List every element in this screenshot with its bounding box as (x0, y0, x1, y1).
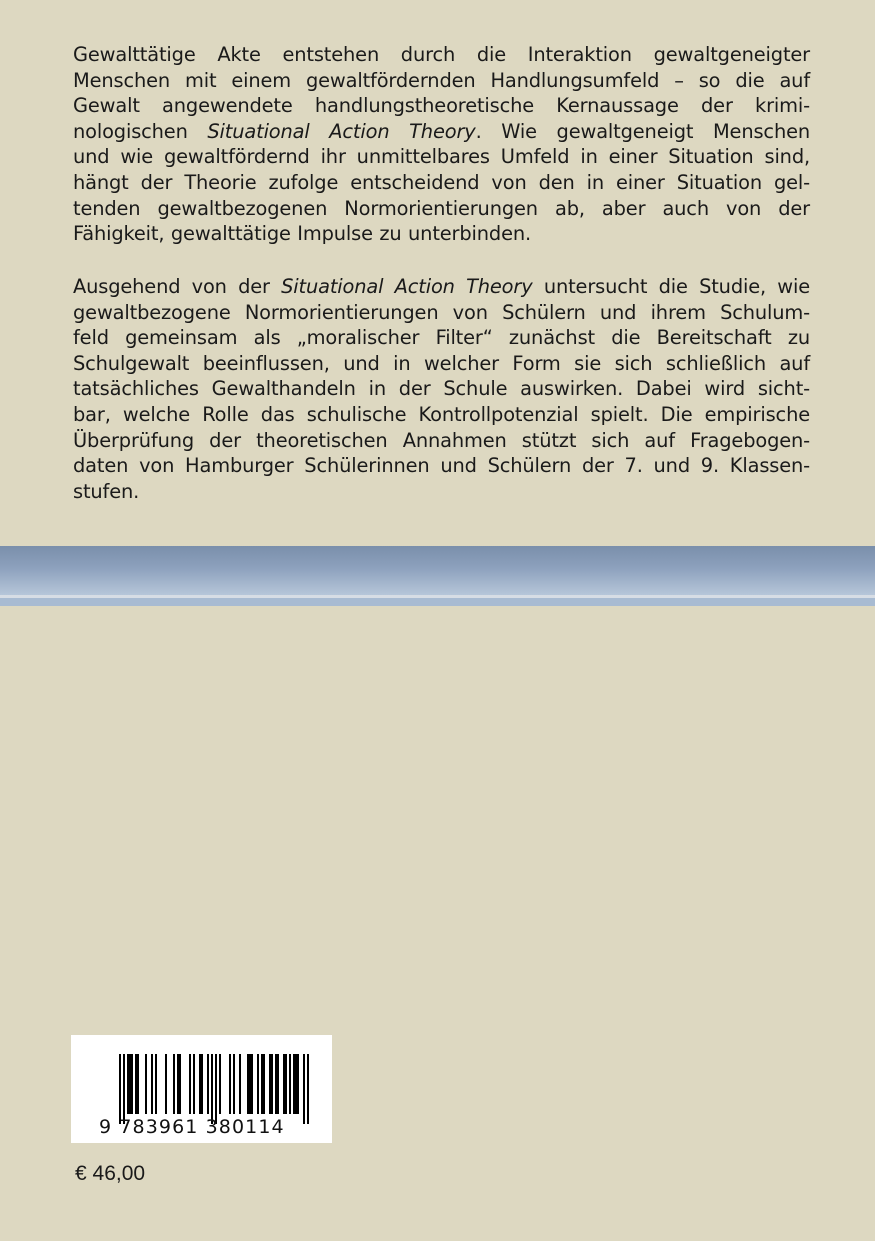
text-line: Menschen mit einem gewaltfördernden Handlungsumfeld – so die auf (73, 68, 810, 92)
text-line: Schulgewalt beeinflussen, und in welcher Form sie sich schließlich auf (73, 351, 810, 375)
barcode-bar (211, 1054, 213, 1124)
barcode-bar (257, 1054, 259, 1114)
text-line: stufen. (73, 479, 140, 503)
decorative-band (0, 546, 875, 595)
barcode-bar (233, 1054, 235, 1114)
barcode-bar (239, 1054, 241, 1114)
barcode-bar (189, 1054, 191, 1114)
theory-name: Situational Action Theory (207, 119, 476, 143)
barcode-bar (119, 1054, 121, 1124)
barcode-bar (177, 1054, 179, 1114)
barcode-bar (263, 1054, 265, 1114)
barcode-bar (269, 1054, 271, 1114)
blurb-paragraph-1 (73, 42, 810, 247)
blurb-paragraph-2 (73, 274, 810, 504)
barcode-bar (219, 1054, 221, 1114)
isbn-barcode (71, 1035, 332, 1143)
text-line: hängt der Theorie zufolge entscheidend von den in einer Situation gel- (73, 170, 810, 194)
barcode-bar (307, 1054, 309, 1124)
barcode-bar (297, 1054, 299, 1114)
barcode-bar (275, 1054, 277, 1114)
barcode-bar (193, 1054, 195, 1114)
barcode-bar (285, 1054, 287, 1114)
barcode-bar (145, 1054, 147, 1114)
barcode-bar (283, 1054, 285, 1114)
text-line: gewaltbezogene Normorientierungen von Schülern und ihrem Schulum- (73, 300, 810, 324)
text-line: Überprüfung der theoretischen Annahmen stützt sich auf Fragebogen- (73, 428, 810, 452)
text-line: tenden gewaltbezogenen Normorientierungen ab, aber auch von der (73, 196, 810, 220)
barcode-bar (271, 1054, 273, 1114)
text-line: Gewalttätige Akte entstehen durch die Interaktion gewaltgeneigter (73, 43, 810, 66)
price-label: € 46,00 (75, 1162, 146, 1185)
text-line: Fähigkeit, gewalttätige Impulse zu unterbinden. (73, 222, 532, 246)
barcode-bar (131, 1054, 133, 1114)
barcode-bar (123, 1054, 125, 1124)
barcode-bar (247, 1054, 249, 1114)
barcode-bar (173, 1054, 175, 1114)
barcode-bar (215, 1054, 217, 1124)
barcode-bar (151, 1054, 153, 1114)
barcode-bar (229, 1054, 231, 1114)
barcode-bar (249, 1054, 251, 1114)
text-line: Gewalt angewendete handlungstheoretische Kernaussage der krimi- (73, 94, 810, 118)
barcode-bar (293, 1054, 295, 1114)
text-line: daten von Hamburger Schülerinnen und Schülern der 7. und 9. Klassen- (73, 454, 810, 478)
barcode-bar (129, 1054, 131, 1114)
text-line: nologischen Situational Action Theory. Wie gewaltgeneigt Menschen (73, 119, 810, 143)
theory-name: Situational Action Theory (281, 275, 533, 298)
barcode-bar (303, 1054, 305, 1124)
barcode-bar (201, 1054, 203, 1114)
barcode-bar (207, 1054, 209, 1114)
text-line: feld gemeinsam als „moralischer Filter“ zunächst die Bereitschaft zu (73, 326, 810, 350)
barcode-bar (135, 1054, 137, 1114)
band-lower-stripe (0, 598, 875, 606)
barcode-bar (165, 1054, 167, 1114)
text-line: bar, welche Rolle das schulische Kontrollpotenzial spielt. Die empirische (73, 402, 810, 426)
barcode-bar (137, 1054, 139, 1114)
barcode-bar (179, 1054, 181, 1114)
text-line: und wie gewaltfördernd ihr unmittelbares Umfeld in einer Situation sind, (73, 145, 810, 169)
text-line: tatsächliches Gewalthandeln in der Schule auswirken. Dabei wird sicht- (73, 377, 810, 401)
text-line: Ausgehend von der Situational Action Theory untersucht die Studie, wie (73, 275, 811, 298)
barcode-bar (277, 1054, 279, 1114)
isbn-digits: 9 783961 380114 (99, 1116, 285, 1138)
barcode-bar (261, 1054, 263, 1114)
barcode-bar (295, 1054, 297, 1114)
barcode-bar (127, 1054, 129, 1114)
barcode-bar (289, 1054, 291, 1114)
barcode-bar (251, 1054, 253, 1114)
barcode-bar (199, 1054, 201, 1114)
barcode-bar (155, 1054, 157, 1114)
